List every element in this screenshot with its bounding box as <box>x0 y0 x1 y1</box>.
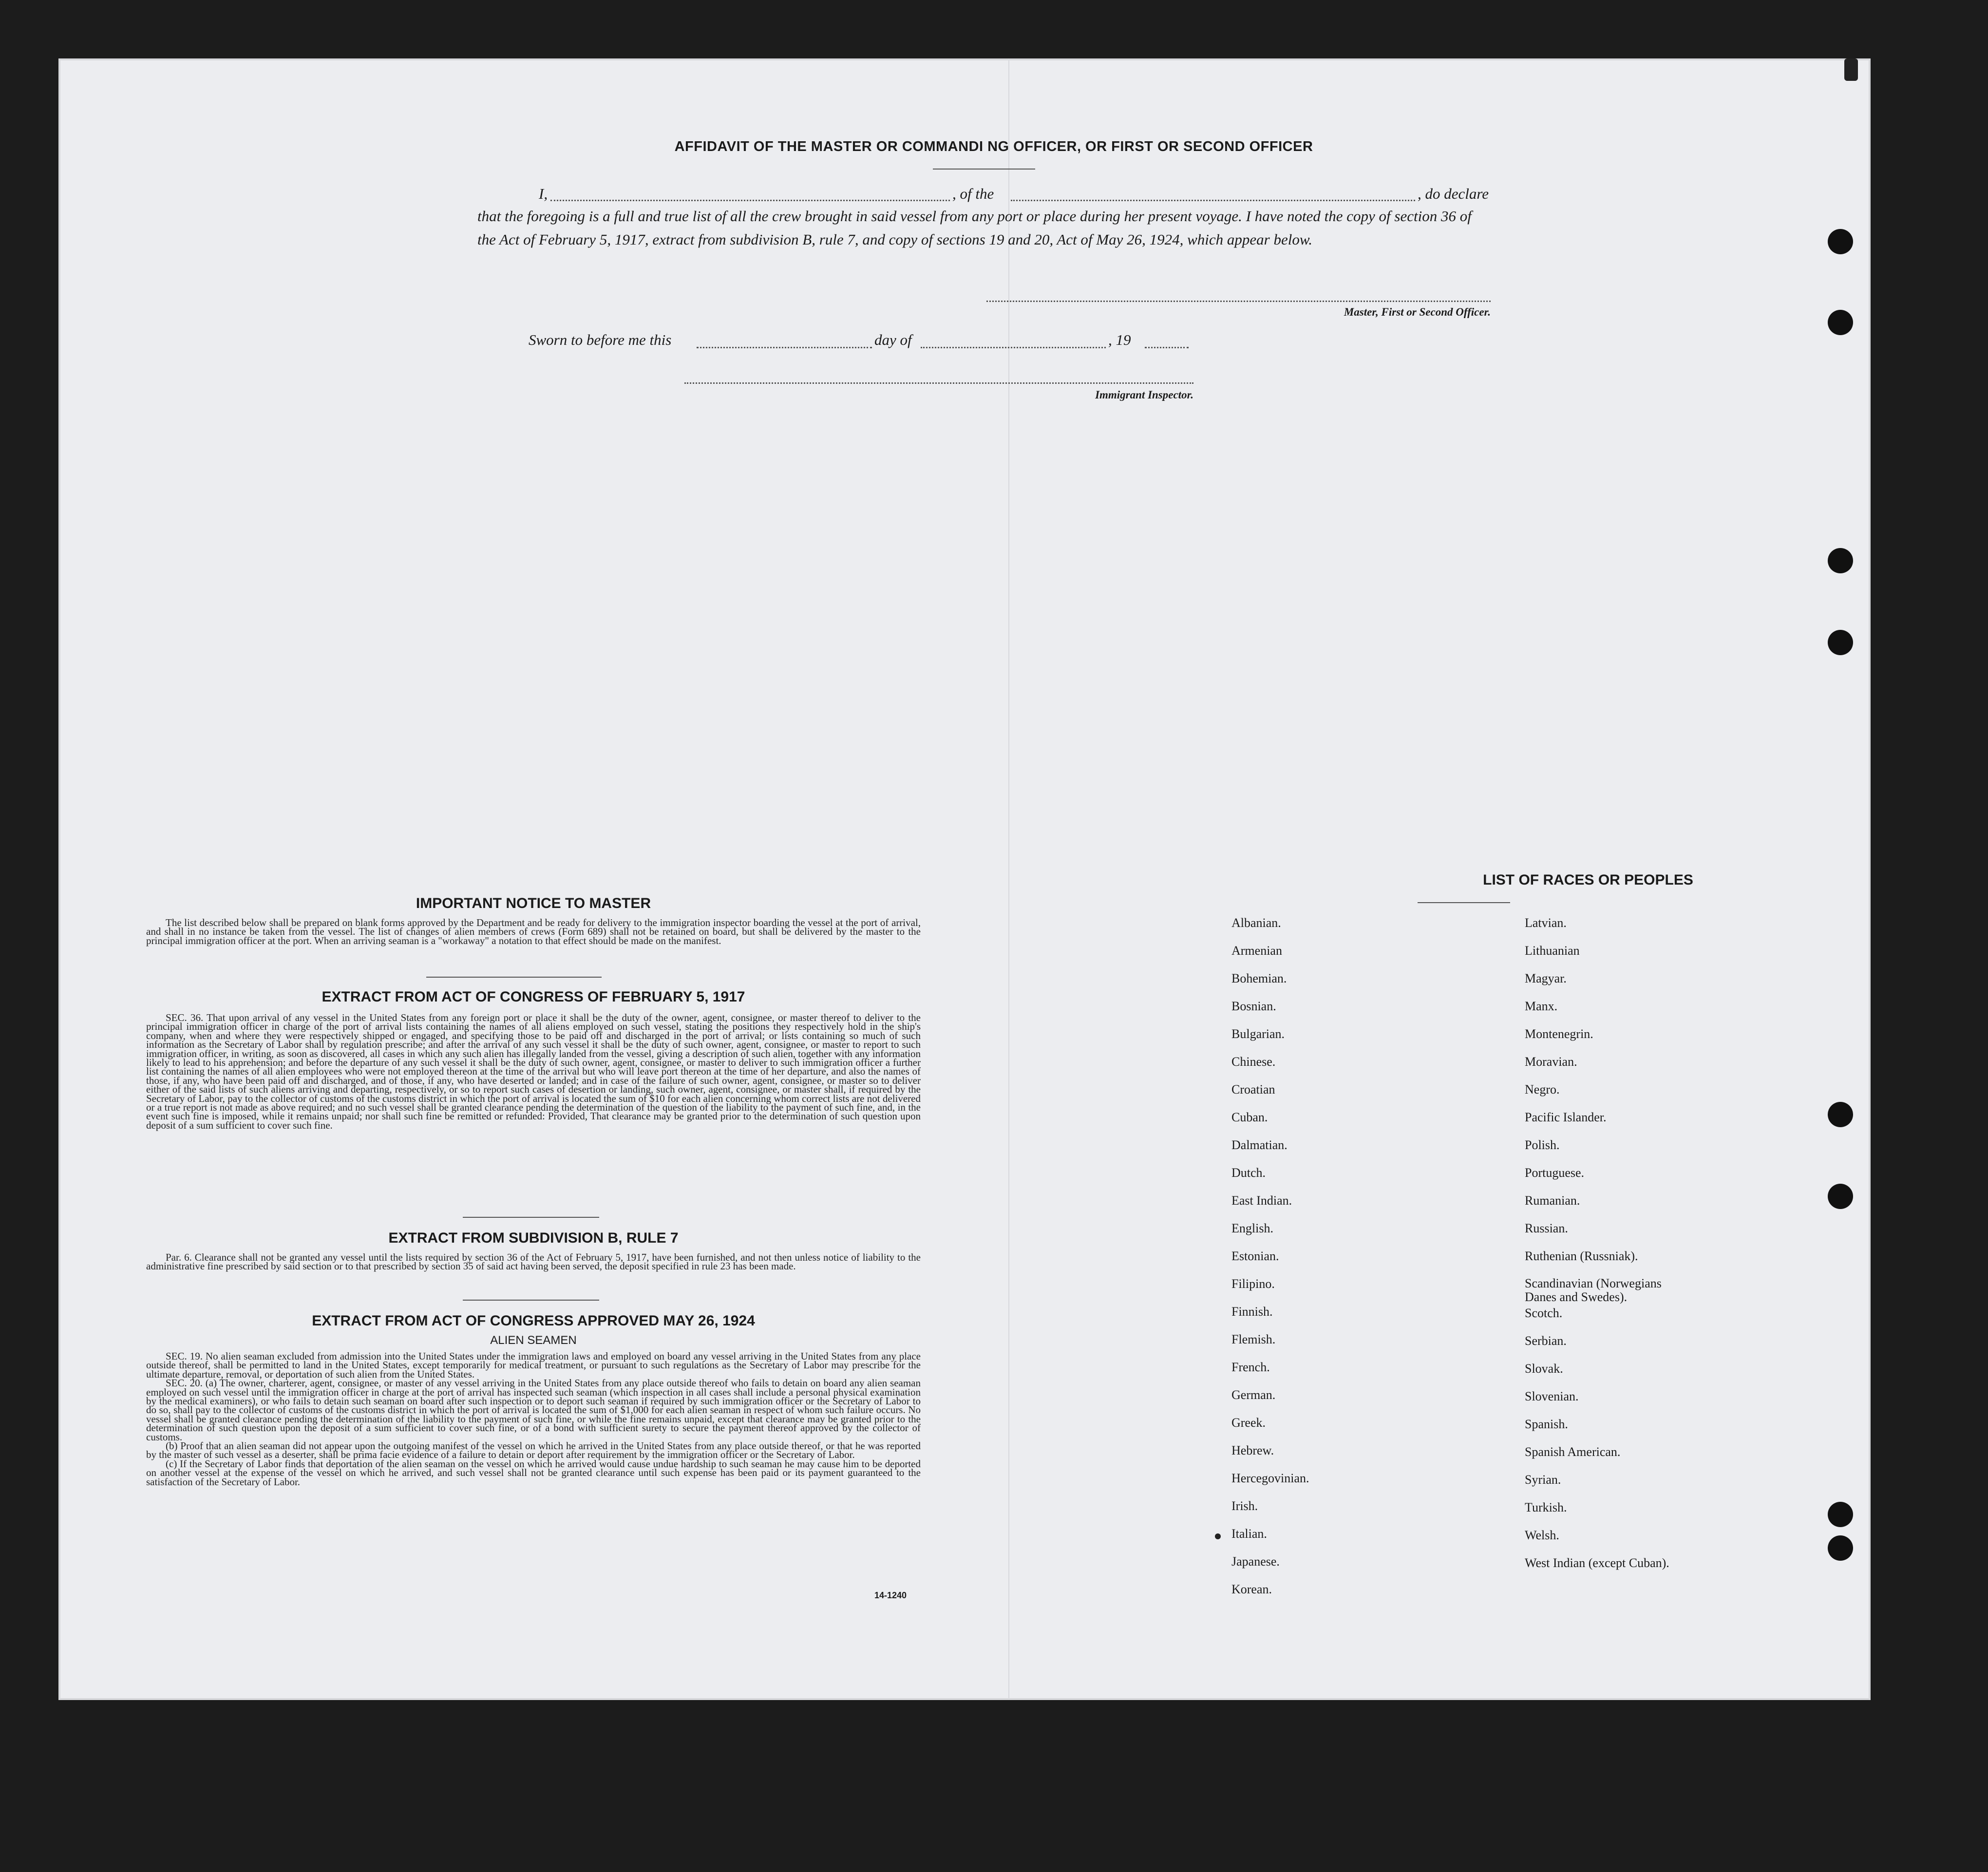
race-item: Filipino. <box>1231 1277 1275 1291</box>
par-6-paragraph: Par. 6. Clearance shall not be granted any vessel until the lists required by section 36 of the Act of February 5, 1917, have been furnished, and not then unless notice of liability to the administrative fine prescribed by said section or to that prescribed by section 35 of said act having been served, the deposit specified in rule 23 has been made. <box>146 1251 921 1272</box>
affidavit-declare-label: , do declare <box>1418 185 1489 202</box>
sworn-year-field[interactable] <box>1145 347 1189 348</box>
sec-20b-paragraph: (b) Proof that an alien seaman did not appear upon the outgoing manifest of the vessel on which he arrived in the United States from any place outside thereof, or that he was reported by the master of such vessel as a deserter, shall be prima facie evidence of a failure to detain or deport after requirement by the immigration officer or the Secretary of Labor. <box>146 1440 921 1461</box>
race-item: Russian. <box>1525 1221 1568 1235</box>
race-item: French. <box>1231 1360 1270 1374</box>
race-item: Armenian <box>1231 944 1282 958</box>
punch-hole <box>1828 1535 1853 1561</box>
sworn-prefix: Sworn to before me this <box>529 331 672 348</box>
affidavit-of-the-label: , of the <box>952 185 994 202</box>
race-item: Estonian. <box>1231 1249 1279 1263</box>
notice-divider <box>426 977 602 978</box>
master-signature-label: Master, First or Second Officer. <box>1344 306 1491 318</box>
affidavit-title: AFFIDAVIT OF THE MASTER OR COMMANDI NG OFFICER, OR FIRST OR SECOND OFFICER <box>674 139 1313 154</box>
race-item: Montenegrin. <box>1525 1027 1593 1041</box>
notice-paragraph: The list described below shall be prepared on blank forms approved by the Department and be ready for delivery to the immigration inspector boarding the vessel at the port of arrival, and shall in no instance be taken from the vessel. The list of changes of alien members of crews (Form 689) shall not be retained on board, but shall be delivered by the master to the principal immigration officer at the port. When an arriving seaman is a "workaway" a notation to that effect should be made on the manifest. <box>146 917 921 946</box>
race-item: German. <box>1231 1388 1276 1402</box>
sec-19-paragraph: SEC. 19. No alien seaman excluded from admission into the United States under the immigration laws and employed on board any vessel arriving in the United States from any place outside thereof, shall be permitted to land in the United States, except temporarily for medical treatment, or pursuant to such regulations as the Secretary of Labor may prescribe for the ultimate departure, removal, or deportation of such alien from the United States. <box>146 1350 921 1380</box>
punch-hole <box>1828 630 1853 655</box>
race-item: Manx. <box>1525 999 1558 1013</box>
race-item: Polish. <box>1525 1138 1560 1152</box>
sworn-year-label: , 19 <box>1108 331 1131 348</box>
race-item: Pacific Islander. <box>1525 1110 1607 1124</box>
race-item: Spanish. <box>1525 1417 1568 1431</box>
races-right-column <box>1525 916 1817 1584</box>
race-item: West Indian (except Cuban). <box>1525 1556 1669 1570</box>
vessel-name-field[interactable] <box>1011 200 1415 201</box>
scan-blemish <box>1844 58 1858 81</box>
sworn-month-field[interactable] <box>921 347 1106 348</box>
race-item: Slovak. <box>1525 1361 1563 1376</box>
race-item: Croatian <box>1231 1082 1275 1097</box>
race-item: Flemish. <box>1231 1332 1276 1346</box>
races-title: LIST OF RACES OR PEOPLES <box>1483 872 1693 888</box>
alien-seamen-subtitle: ALIEN SEAMEN <box>490 1334 577 1347</box>
title-divider <box>933 169 1035 170</box>
rule-7-title: EXTRACT FROM SUBDIVISION B, RULE 7 <box>388 1230 679 1246</box>
punch-hole <box>1828 1184 1853 1209</box>
race-item: Moravian. <box>1525 1055 1577 1069</box>
notice-body <box>146 918 921 945</box>
race-item: Italian. <box>1231 1527 1267 1541</box>
sworn-day-field[interactable] <box>697 347 872 348</box>
race-item: Japanese. <box>1231 1554 1280 1569</box>
race-item: Korean. <box>1231 1582 1272 1596</box>
race-item: Magyar. <box>1525 971 1567 985</box>
affidavit-i-label: I, <box>539 185 548 202</box>
sec-20c-paragraph: (c) If the Secretary of Labor finds that deportation of the alien seaman on the vessel on which he arrived would cause undue hardship to such seaman he may cause him to be deported on another vessel at the expense of the vessel on which he arrived, and such vessel shall not be granted clearance until such expense has been paid or its payment guaranteed to the satisfaction of the Secretary of Labor. <box>146 1457 921 1488</box>
race-item: Scandinavian (Norwegians Danes and Swedes). <box>1525 1276 1662 1304</box>
sec-36-paragraph: SEC. 36. That upon arrival of any vessel in the United States from any foreign port or place it shall be the duty of the owner, agent, consignee, or master thereof to deliver to the principal immigration officer in charge of the port of arrival lists containing the names of all aliens employed on such vessel, stating the positions they respectively hold in the ship's company, when and where they were respectively shipped or engaged, and specifying those to be paid off and discharged in the port of arrival; or lists containing so much of such information as the Secretary of Labor shall by regulation prescribe; and after the arrival of any such vessel it shall be the duty of such owner, agent, consignee, or master to report to such immigration officer, in writing, as soon as discovered, all cases in which any such alien has illegally landed from the vessel, giving a description of such alien, together with any information likely to lead to his apprehension; and before the departure of any such vessel it shall be the duty of such owner, agent, consignee, or master to deliver to such immigration officer a further list containing the names of all alien employees who were not employed thereon at the time of the arrival but who will leave port thereon at the time of her departure, and also the names of those, if any, who have been paid off and discharged, and of those, if any, who have deserted or landed; and in case of the failure of such owner, agent, consignee, or master so to deliver either of the said lists of such aliens arriving and departing, respectively, or so to report such cases of desertion or landing, such owner, agent, consignee, or master shall, if required by the Secretary of Labor, pay to the collector of customs of the customs district in which the port of arrival is located the sum of $10 for each alien concerning whom correct lists are not delivered or a true report is not made as above required; and no such vessel shall be granted clearance pending the determination of the question of the liability to the payment of such fine, and, in the event such fine is imposed, while it remains unpaid; nor shall such fine be remitted or refunded: Provided, That clearance may be granted prior to the determination of such question upon deposit of a sum sufficient to cover such fine. <box>146 1012 921 1131</box>
inspector-signature-label: Immigrant Inspector. <box>1095 389 1193 401</box>
race-item: Greek. <box>1231 1416 1266 1430</box>
extract-1924-title: EXTRACT FROM ACT OF CONGRESS APPROVED MAY 26, 1924 <box>312 1313 755 1329</box>
race-item: Welsh. <box>1525 1528 1559 1542</box>
race-item: Latvian. <box>1525 916 1567 930</box>
race-item: East Indian. <box>1231 1193 1292 1208</box>
races-left-column <box>1231 916 1504 1610</box>
race-item: Irish. <box>1231 1499 1258 1513</box>
punch-hole <box>1828 1502 1853 1527</box>
race-item: Lithuanian <box>1525 944 1580 958</box>
extract-1917-body <box>146 1013 921 1130</box>
race-item: Negro. <box>1525 1082 1560 1097</box>
race-item: Finnish. <box>1231 1305 1273 1319</box>
race-item: Scotch. <box>1525 1306 1563 1320</box>
master-name-field[interactable] <box>550 200 950 201</box>
race-item: Bulgarian. <box>1231 1027 1285 1041</box>
race-item: Syrian. <box>1525 1473 1561 1487</box>
punch-hole <box>1828 229 1853 254</box>
race-item: Rumanian. <box>1525 1193 1580 1208</box>
race-item: Slovenian. <box>1525 1389 1579 1403</box>
page-fold <box>1008 58 1009 1700</box>
inspector-signature-field[interactable] <box>684 382 1193 384</box>
rule-7-body <box>146 1253 921 1271</box>
race-item: Bosnian. <box>1231 999 1276 1013</box>
extract-1917-divider <box>463 1217 599 1218</box>
race-item: Ruthenian (Russniak). <box>1525 1249 1638 1263</box>
sec-20a-paragraph: SEC. 20. (a) The owner, charterer, agent, consignee, or master of any vessel arriving in the United States from any place outside thereof who fails to detain on board any alien seaman employed on such vessel until the immigration officer in charge at the port of arrival has inspected such seaman (which inspection in all cases shall include a personal physical examination by the medical examiners), or who fails to detain such seaman on board after such inspection or to deport such seaman if required by such immigration officer or the Secretary of Labor to do so, shall pay to the collector of customs of the customs district in which the port of arrival is located the sum of $1,000 for each alien seaman in respect of whom such failure occurs. No vessel shall be granted clearance pending the determination of the liability to the payment of such fine, or while the fine remains unpaid, except that clearance may be granted prior to the determination of such question upon the deposit of a sum sufficient to cover such fine, or of a bond with sufficient surety to secure the payment thereof approved by the collector of customs. <box>146 1377 921 1443</box>
race-item: Portuguese. <box>1525 1166 1585 1180</box>
race-item: Spanish American. <box>1525 1445 1621 1459</box>
race-item: Dutch. <box>1231 1166 1266 1180</box>
race-item: Bohemian. <box>1231 971 1287 985</box>
race-item: Albanian. <box>1231 916 1281 930</box>
punch-hole <box>1828 548 1853 573</box>
race-item: English. <box>1231 1221 1273 1235</box>
race-item: Cuban. <box>1231 1110 1268 1124</box>
punch-hole <box>1828 1102 1853 1127</box>
rule-7-divider <box>463 1300 599 1301</box>
scan-blemish <box>1215 1533 1221 1539</box>
race-item: Dalmatian. <box>1231 1138 1287 1152</box>
races-divider <box>1418 902 1510 903</box>
extract-1924-body <box>146 1352 921 1486</box>
notice-title: IMPORTANT NOTICE TO MASTER <box>416 895 651 911</box>
master-signature-field[interactable] <box>986 301 1491 302</box>
race-item: Serbian. <box>1525 1334 1567 1348</box>
extract-1917-title: EXTRACT FROM ACT OF CONGRESS OF FEBRUARY 5, 1917 <box>322 989 745 1005</box>
affidavit-body: that the foregoing is a full and true list of all the crew brought in said vessel from any port or place during her present voyage. I have noted the copy of section 36 of the Act of February 5, 1917, extract from subdivision B, rule 7, and copy of sections 19 and 20, Act of May 26, 1924, which appear below. <box>477 208 1472 248</box>
race-item: Turkish. <box>1525 1500 1567 1514</box>
race-item: Hebrew. <box>1231 1443 1274 1457</box>
form-number: 14-1240 <box>874 1590 907 1600</box>
punch-hole <box>1828 310 1853 335</box>
race-item: Chinese. <box>1231 1055 1276 1069</box>
sworn-day-label: day of <box>874 331 912 348</box>
race-item: Hercegovinian. <box>1231 1471 1309 1485</box>
